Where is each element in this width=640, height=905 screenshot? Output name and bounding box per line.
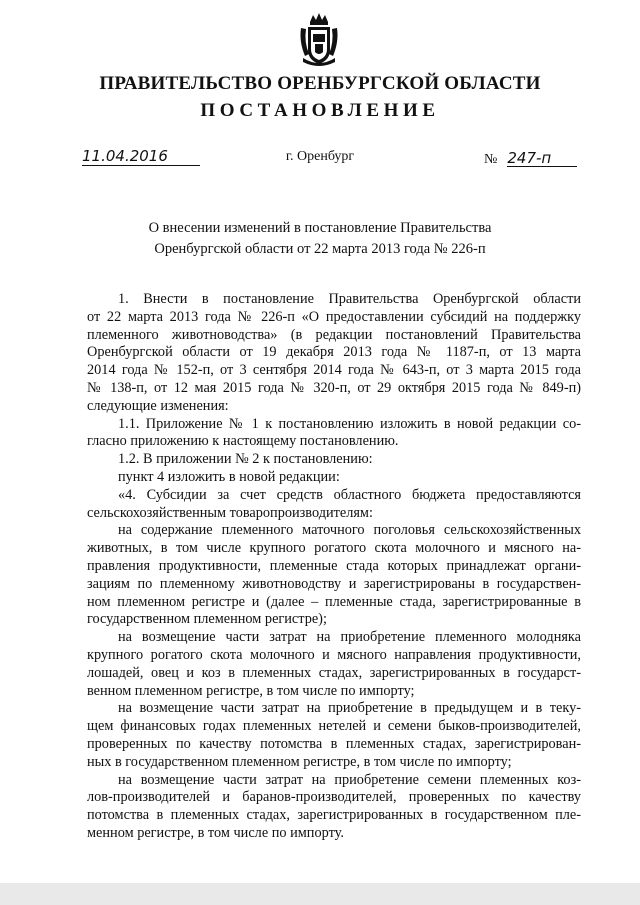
body-line: проверенных по качеству потомства в племенных стадах, зарегистрирован- [87,735,581,752]
body-line: на возмещение части затрат на приобретение племенного молодняка [118,629,581,646]
body-line: государственном племенном регистре); [87,611,327,628]
body-line: следующие изменения: [87,397,229,414]
body-line: гласно приложению к настоящему постановлению. [87,433,399,450]
body-line: на возмещение части затрат на приобретение в предыдущем и в теку- [118,700,581,717]
body-line: Оренбургской области от 19 декабря 2013 года № 1187-п, от 13 марта [87,344,581,361]
body-line: крупного рогатого скота молочного и мясного направления продуктивности, [87,646,581,663]
subject-line: О внесении изменений в постановление Правительства [148,220,492,236]
body-line: животных, в том числе крупного рогатого скота молочного и мясного на- [87,540,581,557]
body-line: ных в государственном племенном регистре, в том числе по импорту; [87,753,512,770]
body-line: пункт 4 изложить в новой редакции: [118,468,340,485]
body-line: 1. Внести в постановление Правительства Оренбургской области [118,291,581,307]
body-line: на содержание племенного маточного поголовья сельскохозяйственных [118,522,581,539]
body-line: менном регистре, в том числе по импорту. [87,824,344,841]
government-title: ПРАВИТЕЛЬСТВО ОРЕНБУРГСКОЙ ОБЛАСТИ [99,73,541,94]
body-line: на возмещение части затрат на приобретение семени племенных коз- [118,771,581,788]
subject-line: Оренбургской области от 22 марта 2013 года № 226-п [154,241,486,257]
document-date: 11.04.2016 [82,147,200,166]
document-city: г. Оренбург [285,149,355,164]
body-line: потомства в племенных стадах, зарегистрированных в государственном пле- [87,807,581,824]
document-number: 247-п [507,149,577,167]
body-line: «4. Субсидии за счет средств областного бюджета предоставляются [118,486,581,503]
body-line: лошадей, овец и коз в племенных стадах, зарегистрированных в государст- [87,664,581,681]
scan-bottom-margin [0,883,640,905]
document-type-title: ПОСТАНОВЛЕНИЕ [200,100,440,121]
body-line: ном племенном регистре и (далее – племенные стада, зарегистрированные в [87,593,581,610]
body-line: от 22 марта 2013 года № 226-п «О предоставлении субсидий на поддержку [87,308,581,325]
body-line: племенного животноводства» (в редакции постановлений Правительства [87,326,581,343]
body-line: 1.1. Приложение № 1 к постановлению изложить в новой редакции со- [118,415,581,432]
body-line: сельскохозяйственным товаропроизводителям: [87,504,373,521]
document-subject [0,218,640,260]
body-line: щем финансовых годах племенных нетелей и семени быков-производителей, [87,718,581,735]
number-label: № [484,152,498,167]
body-line: лов-производителей и баранов-производителей, проверенных по качеству [87,789,581,806]
body-line: 1.2. В приложении № 2 к постановлению: [118,451,373,468]
body-line: венном племенном регистре, в том числе по импорту; [87,682,415,699]
document-body [87,291,581,843]
body-line: 2014 года № 152-п, от 3 сентября 2014 года № 643-п, от 3 марта 2015 года [87,362,581,379]
oblast-coat-of-arms-icon [297,12,341,68]
body-line: № 138-п, от 12 мая 2015 года № 320-п, от 29 октября 2015 года № 849-п) [87,379,581,396]
body-line: правления продуктивности, племенные стада которых принадлежат органи- [87,557,581,574]
body-line: зациям по племенному животноводству и зарегистрированы в государствен- [87,575,581,592]
document-number-block [484,149,577,168]
